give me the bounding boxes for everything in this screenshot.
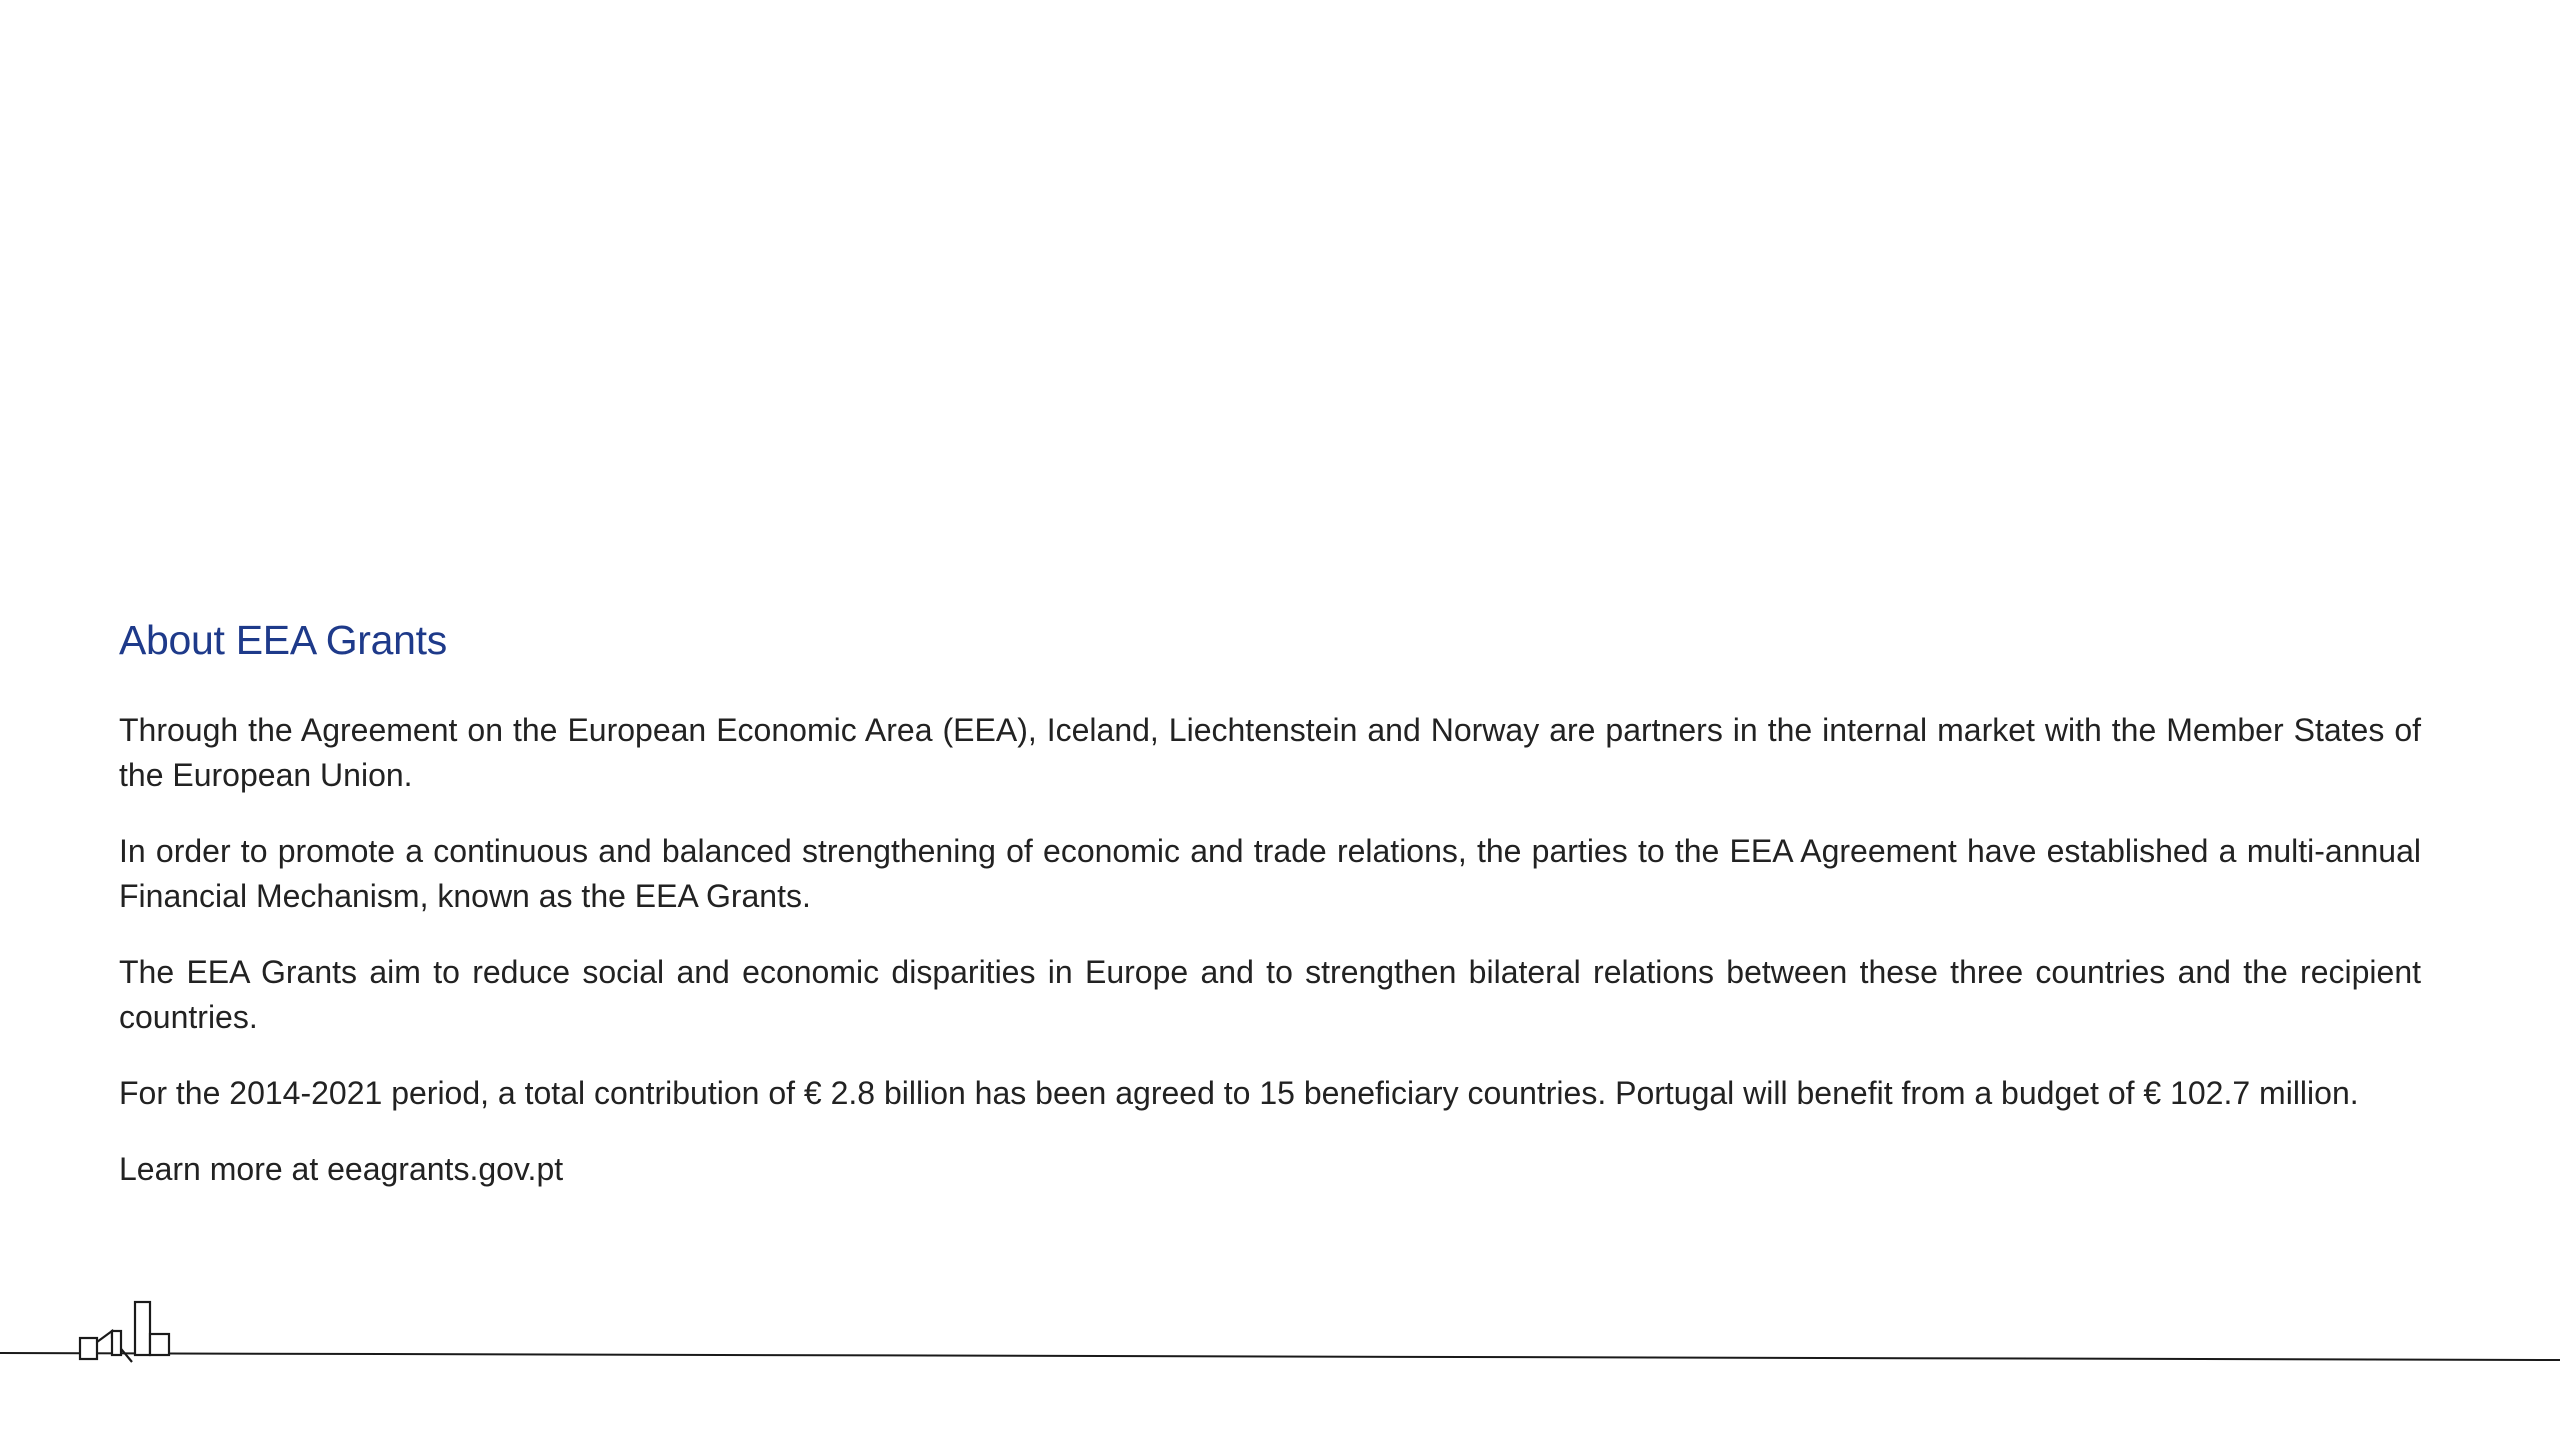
footer-rule [0,1290,2560,1370]
paragraph-eea-agreement: Through the Agreement on the European Economic Area (EEA), Iceland, Liechtenstein and Norway are partners in the internal market with the Member States of the European Union. [119,712,2421,793]
paragraph-grants-aim: The EEA Grants aim to reduce social and economic disparities in Europe and to strengthen bilateral relations between these three countries and the recipient countries. [119,954,2421,1035]
section-title: About EEA Grants [119,617,447,663]
footer-line [0,1353,2560,1360]
paragraph-financial-mechanism: In order to promote a continuous and balanced strengthening of economic and trade relations, the parties to the EEA Agreement have established a multi-annual Financial Mechanism, known as the EEA Grants. [119,833,2421,914]
learn-more-text: Learn more at eeagrants.gov.pt [119,1151,564,1187]
building-outline-icon [80,1302,169,1362]
about-section [119,612,2421,1192]
paragraph-budget: For the 2014-2021 period, a total contribution of € 2.8 billion has been agreed to 15 beneficiary countries. Portugal will benefit from a budget of € 102.7 million. [119,1075,2359,1111]
